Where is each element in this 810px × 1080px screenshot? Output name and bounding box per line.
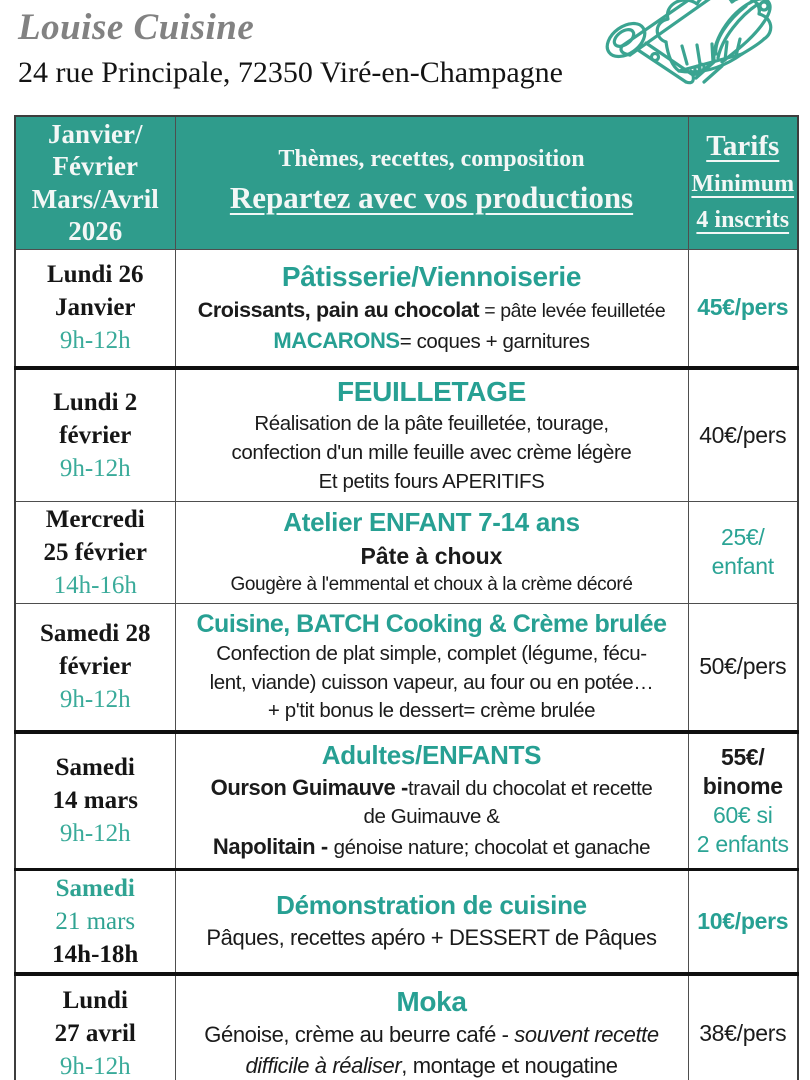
course-description: Napolitain - génoise nature; chocolat et ganache	[212, 834, 651, 860]
course-description: Croissants, pain au chocolat = pâte levée feuilletée	[197, 298, 666, 323]
date-line: Samedi 28	[40, 620, 151, 648]
date-line: 14 mars	[52, 787, 138, 815]
price-cell	[688, 869, 798, 974]
date-line: 25 février	[43, 538, 147, 566]
course-description: lent, viande) cuisson vapeur, au four ou en potée…	[209, 670, 654, 694]
date-cell	[15, 732, 175, 869]
date-cell	[15, 501, 175, 603]
theme-title: Repartez avec vos productions	[229, 180, 634, 216]
date-line: février	[59, 421, 132, 449]
price-label: 2 enfants	[696, 830, 789, 857]
price-label: enfant	[711, 553, 774, 580]
period-line: Janvier/	[48, 119, 143, 149]
date-line: Mercredi	[45, 505, 145, 533]
time-label: 14h-16h	[53, 571, 137, 599]
course-description: difficile à réaliser, montage et nougatine	[245, 1053, 618, 1079]
course-cell	[175, 603, 688, 732]
price-label: 40€/pers	[699, 421, 787, 448]
table-row	[15, 249, 798, 368]
course-title: FEUILLETAGE	[336, 376, 527, 408]
header-tarif-cell	[688, 116, 798, 249]
course-description: de Guimauve &	[363, 805, 500, 829]
header-period-cell	[15, 116, 175, 249]
table-row	[15, 501, 798, 603]
course-description: + p'tit bonus le dessert= crème brulée	[267, 699, 596, 723]
course-description: Génoise, crème au beurre café - souvent recette	[204, 1022, 659, 1048]
price-cell	[688, 974, 798, 1080]
course-cell	[175, 974, 688, 1080]
table-row	[15, 974, 798, 1080]
course-description: Confection de plat simple, complet (légume, fécu-	[216, 642, 647, 666]
tarif-heading: Tarifs	[706, 130, 780, 163]
time-label: 14h-18h	[52, 940, 139, 968]
course-title: Atelier ENFANT 7-14 ans	[283, 506, 580, 537]
course-description: Pâte à choux	[360, 542, 503, 569]
schedule-table	[14, 115, 799, 1080]
price-label: 60€ si	[712, 801, 773, 828]
table-row	[15, 869, 798, 974]
course-title: Démonstration de cuisine	[276, 889, 587, 920]
date-cell	[15, 368, 175, 501]
date-line: Lundi 26	[46, 261, 144, 289]
price-label: 55€/	[720, 744, 765, 771]
tarif-minimum: Minimum	[691, 171, 795, 198]
address-line: 24 rue Principale, 72350 Viré-en-Champagne	[18, 56, 563, 89]
course-description: Pâques, recettes apéro + DESSERT de Pâques	[206, 924, 657, 950]
table-header-row	[15, 116, 798, 249]
date-line: Lundi 2	[53, 388, 138, 416]
course-cell	[175, 249, 688, 368]
chef-hat-spoon-whisk-icon	[596, 0, 810, 96]
course-description: Réalisation de la pâte feuilletée, tourage,	[254, 412, 609, 436]
date-line: Janvier	[54, 294, 136, 322]
price-cell	[688, 501, 798, 603]
price-cell	[688, 732, 798, 869]
price-label: 25€/	[720, 524, 765, 551]
header-theme-cell	[175, 116, 688, 249]
period-line: Mars/Avril	[31, 183, 159, 214]
date-cell	[15, 869, 175, 974]
date-line: 27 avril	[54, 1019, 136, 1047]
course-description: Gougère à l'emmental et choux à la crème décoré	[230, 573, 633, 595]
theme-subtitle: Thèmes, recettes, composition	[278, 145, 585, 172]
course-cell	[175, 368, 688, 501]
date-line: Lundi	[62, 986, 128, 1014]
course-cell	[175, 732, 688, 869]
tarif-inscrits: 4 inscrits	[696, 207, 790, 234]
course-description: confection d'un mille feuille avec crème légère	[231, 441, 632, 465]
price-label: 50€/pers	[699, 653, 787, 680]
time-label: 9h-12h	[59, 327, 131, 355]
course-description: Ourson Guimauve -travail du chocolat et recette	[210, 774, 653, 800]
time-label: 9h-12h	[59, 820, 131, 848]
date-cell	[15, 249, 175, 368]
date-cell	[15, 603, 175, 732]
price-label: 45€/pers	[697, 294, 789, 321]
course-cell	[175, 869, 688, 974]
brand-title: Louise Cuisine	[18, 7, 255, 48]
course-title: Cuisine, BATCH Cooking & Crème brulée	[196, 609, 667, 638]
course-cell	[175, 501, 688, 603]
price-cell	[688, 603, 798, 732]
price-cell	[688, 249, 798, 368]
period-line: 2026	[68, 216, 123, 247]
date-line: 21 mars	[55, 907, 136, 935]
table-row	[15, 732, 798, 869]
course-title: Pâtisserie/Viennoiserie	[281, 261, 582, 293]
time-label: 9h-12h	[59, 454, 131, 482]
price-label: 10€/pers	[697, 907, 789, 934]
price-cell	[688, 368, 798, 501]
table-row	[15, 603, 798, 732]
course-title: Moka	[396, 986, 467, 1018]
price-label: 38€/pers	[699, 1019, 787, 1046]
price-label: binome	[702, 773, 783, 800]
course-title: Adultes/ENFANTS	[321, 739, 542, 770]
table-row	[15, 368, 798, 501]
period-line: Février	[52, 151, 138, 182]
course-description: MACARONS= coques + garnitures	[273, 327, 590, 353]
date-line: Samedi	[55, 874, 135, 902]
date-line: Samedi	[55, 754, 135, 782]
course-description: Et petits fours APERITIFS	[318, 469, 545, 493]
date-line: février	[59, 653, 132, 681]
time-label: 9h-12h	[59, 686, 131, 714]
date-cell	[15, 974, 175, 1080]
time-label: 9h-12h	[59, 1052, 131, 1080]
